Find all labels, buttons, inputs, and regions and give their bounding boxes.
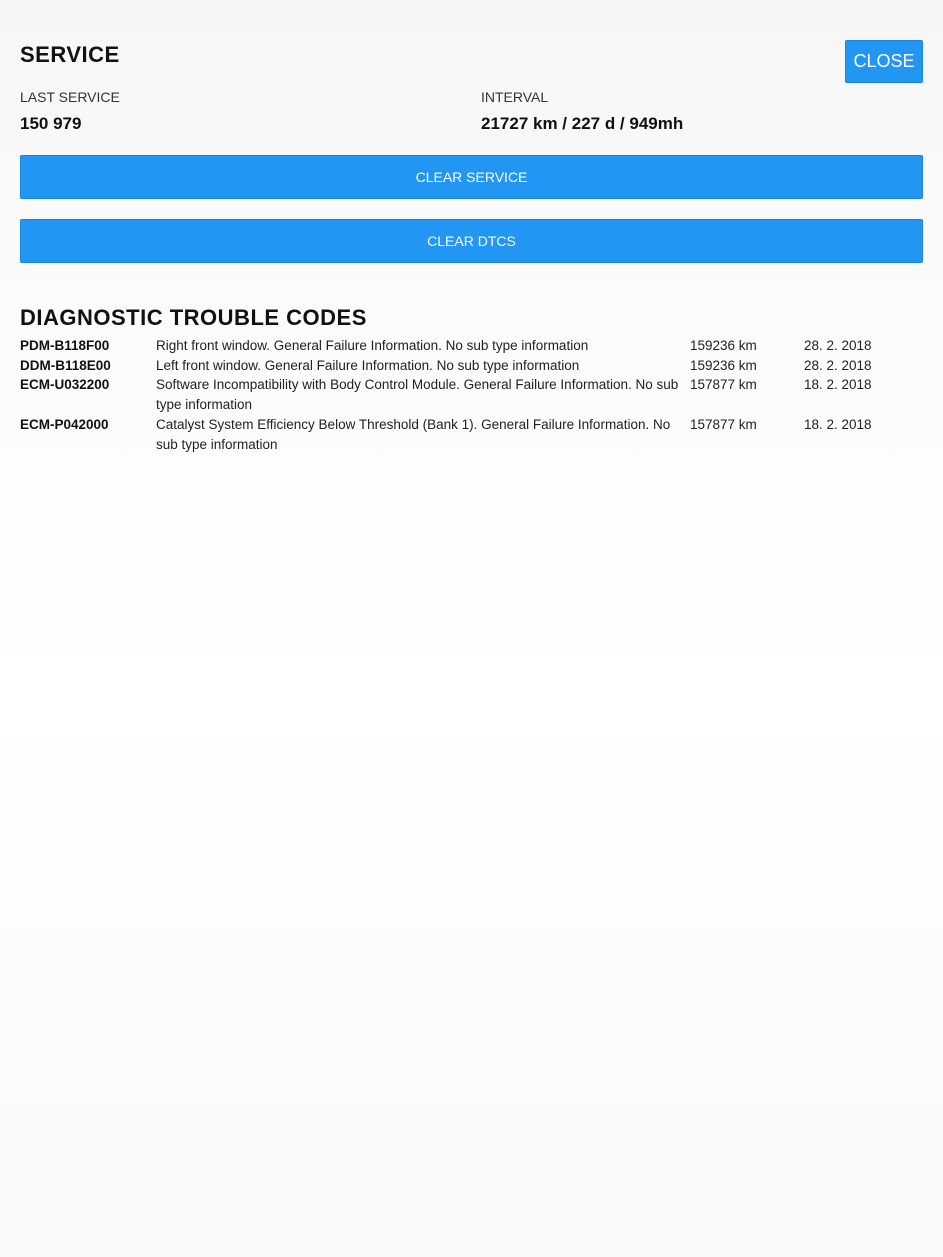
- table-row: [20, 415, 923, 454]
- dtc-code: ECM-P042000: [20, 416, 109, 432]
- dtc-code: DDM-B118E00: [20, 357, 111, 373]
- dtc-section-title: DIAGNOSTIC TROUBLE CODES: [20, 305, 367, 330]
- clear-service-button[interactable]: CLEAR SERVICE: [20, 155, 923, 199]
- table-row: [20, 356, 923, 376]
- dtc-code: ECM-U032200: [20, 377, 110, 393]
- last-service-label: LAST SERVICE: [20, 89, 120, 105]
- dtc-mileage: 157877 km: [690, 416, 757, 432]
- dtc-description: Right front window. General Failure Information. No sub type information: [156, 338, 589, 353]
- close-button[interactable]: CLOSE: [845, 40, 923, 83]
- dtc-code: PDM-B118F00: [20, 338, 110, 353]
- dtc-mileage: 159236 km: [690, 338, 757, 353]
- table-row: [20, 375, 923, 414]
- dtc-description: Catalyst System Efficiency Below Threshold (Bank 1). General Failure Information. No sub type information: [156, 416, 671, 452]
- dtc-description: Left front window. General Failure Information. No sub type information: [156, 357, 580, 373]
- dtc-table: [20, 336, 923, 454]
- last-service-value: 150 979: [20, 114, 82, 133]
- dtc-date: 28. 2. 2018: [804, 357, 872, 373]
- interval-label: INTERVAL: [481, 89, 549, 105]
- page-title: SERVICE: [20, 42, 120, 67]
- dtc-date: 18. 2. 2018: [804, 377, 872, 393]
- table-row: [20, 336, 923, 356]
- dtc-date: 18. 2. 2018: [804, 416, 872, 432]
- interval-block: [481, 88, 683, 134]
- last-service-block: [20, 88, 120, 134]
- dtc-date: 28. 2. 2018: [804, 338, 872, 353]
- dtc-mileage: 157877 km: [690, 377, 757, 393]
- clear-dtcs-button[interactable]: CLEAR DTCS: [20, 219, 923, 263]
- interval-value: 21727 km / 227 d / 949mh: [481, 114, 684, 133]
- dtc-description: Software Incompatibility with Body Control Module. General Failure Information. No sub type information: [156, 377, 679, 413]
- dtc-mileage: 159236 km: [690, 357, 757, 373]
